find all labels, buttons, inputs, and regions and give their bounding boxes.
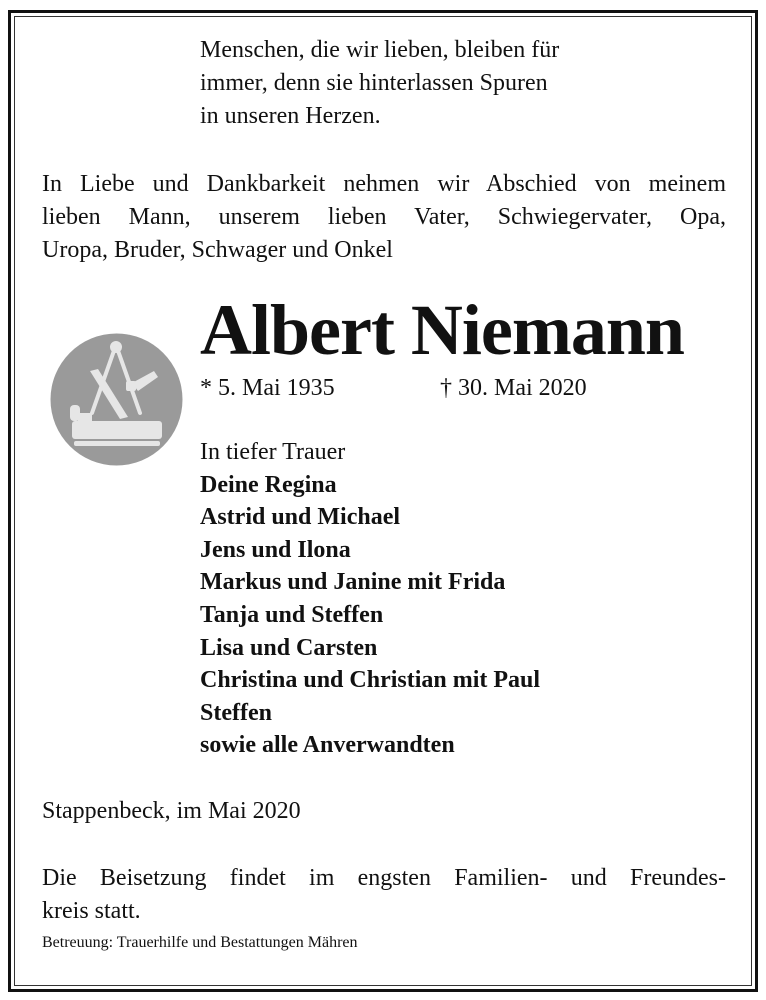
- deceased-name: Albert Niemann: [200, 290, 684, 370]
- mourners-heading: In tiefer Trauer: [200, 439, 346, 465]
- mourners-list: [200, 436, 540, 762]
- mourner-name: Markus und Janine mit Frida: [200, 569, 506, 596]
- burial-line: kreis statt.: [42, 898, 141, 924]
- poem-line: immer, denn sie hinterlassen Spuren: [200, 70, 548, 96]
- mourner-name: Jens und Ilona: [200, 536, 351, 563]
- intro-line: Uropa, Bruder, Schwager und Onkel: [42, 237, 393, 263]
- farewell-intro: [42, 168, 726, 267]
- burial-line: Die Beisetzung findet im engsten Familien- und Freundes-: [42, 865, 726, 891]
- burial-notice: [42, 862, 726, 928]
- mourner-name: Steffen: [200, 699, 272, 726]
- mourner-name: Lisa und Carsten: [200, 634, 378, 661]
- mourner-name: Tanja und Steffen: [200, 601, 384, 628]
- mourner-name: sowie alle Anverwandten: [200, 732, 455, 759]
- place-and-date: Stappenbeck, im Mai 2020: [42, 798, 301, 824]
- poem-line: in unseren Herzen.: [200, 103, 381, 129]
- funeral-service-credit: Betreuung: Trauerhilfe und Bestattungen Mähren: [42, 934, 358, 951]
- poem-line: Menschen, die wir lieben, bleiben für: [200, 37, 560, 63]
- mourner-name: Astrid und Michael: [200, 504, 401, 531]
- intro-line: lieben Mann, unserem lieben Vater, Schwiegervater, Opa,: [42, 204, 726, 230]
- intro-line: In Liebe und Dankbarkeit nehmen wir Abschied von meinem: [42, 171, 726, 197]
- death-date: † 30. Mai 2020: [440, 375, 587, 401]
- mourner-name: Deine Regina: [200, 471, 337, 498]
- memorial-poem: [200, 34, 559, 133]
- mourner-name: Christina und Christian mit Paul: [200, 667, 541, 694]
- life-dates: [200, 372, 587, 404]
- birth-date: * 5. Mai 1935: [200, 375, 335, 401]
- carpenter-tools-icon: [50, 333, 183, 466]
